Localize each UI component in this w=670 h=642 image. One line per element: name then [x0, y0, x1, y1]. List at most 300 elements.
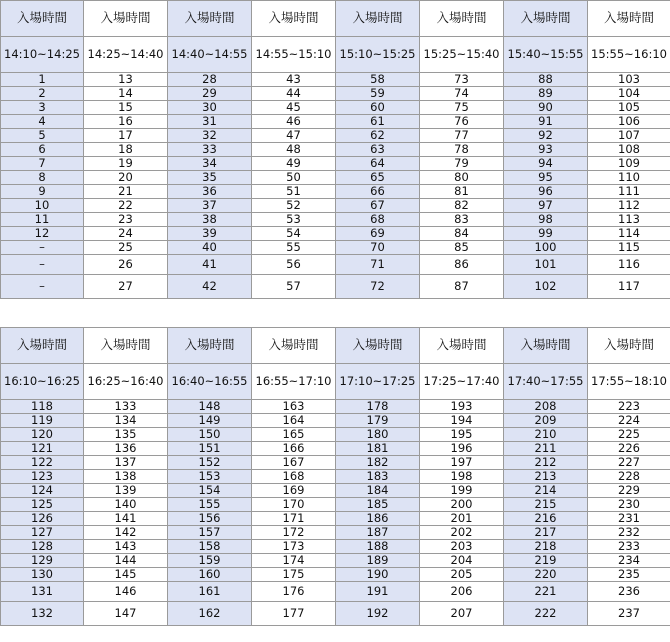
- number-cell: 46: [252, 115, 336, 129]
- number-cell: 119: [1, 414, 84, 428]
- number-cell: –: [1, 275, 84, 299]
- number-cell: 34: [168, 157, 252, 171]
- number-cell: 126: [1, 512, 84, 526]
- number-cell: 103: [588, 73, 670, 87]
- number-cell: 136: [84, 442, 168, 456]
- number-cell: 107: [588, 129, 670, 143]
- table-row: [1, 540, 670, 554]
- number-cell: 48: [252, 143, 336, 157]
- number-cell: 109: [588, 157, 670, 171]
- number-cell: 217: [504, 526, 588, 540]
- table-row: [1, 157, 670, 171]
- number-cell: 77: [420, 129, 504, 143]
- number-cell: 132: [1, 602, 84, 626]
- header-cell: 入場時間: [336, 328, 420, 364]
- number-cell: 164: [252, 414, 336, 428]
- time-slot-cell: 15:10~15:25: [336, 37, 420, 73]
- number-cell: 111: [588, 185, 670, 199]
- number-cell: 7: [1, 157, 84, 171]
- number-cell: 75: [420, 101, 504, 115]
- time-slot-cell: 15:25~15:40: [420, 37, 504, 73]
- number-cell: 60: [336, 101, 420, 115]
- number-cell: 22: [84, 199, 168, 213]
- number-cell: 97: [504, 199, 588, 213]
- table-row: [1, 185, 670, 199]
- number-cell: 218: [504, 540, 588, 554]
- number-cell: 12: [1, 227, 84, 241]
- header-cell: 入場時間: [504, 328, 588, 364]
- number-cell: 128: [1, 540, 84, 554]
- number-cell: 183: [336, 470, 420, 484]
- number-cell: 203: [420, 540, 504, 554]
- table-row: [1, 171, 670, 185]
- number-cell: 71: [336, 255, 420, 275]
- number-cell: 124: [1, 484, 84, 498]
- number-cell: 200: [420, 498, 504, 512]
- table-row: [1, 241, 670, 255]
- number-cell: 19: [84, 157, 168, 171]
- number-cell: 80: [420, 171, 504, 185]
- table-row: [1, 456, 670, 470]
- number-cell: 189: [336, 554, 420, 568]
- number-cell: 185: [336, 498, 420, 512]
- number-cell: 224: [588, 414, 670, 428]
- number-cell: 52: [252, 199, 336, 213]
- number-cell: 36: [168, 185, 252, 199]
- number-cell: 230: [588, 498, 670, 512]
- table-row: [1, 568, 670, 582]
- number-cell: 101: [504, 255, 588, 275]
- header-cell: 入場時間: [420, 328, 504, 364]
- number-cell: 198: [420, 470, 504, 484]
- number-cell: 112: [588, 199, 670, 213]
- table-row: [1, 470, 670, 484]
- time-slot-cell: 17:10~17:25: [336, 364, 420, 400]
- time-slot-row: [1, 364, 670, 400]
- number-cell: 232: [588, 526, 670, 540]
- number-cell: 11: [1, 213, 84, 227]
- number-cell: 190: [336, 568, 420, 582]
- number-cell: 118: [1, 400, 84, 414]
- number-cell: 146: [84, 582, 168, 602]
- number-cell: 179: [336, 414, 420, 428]
- number-cell: 162: [168, 602, 252, 626]
- number-cell: 110: [588, 171, 670, 185]
- number-cell: 195: [420, 428, 504, 442]
- number-cell: 61: [336, 115, 420, 129]
- number-cell: 201: [420, 512, 504, 526]
- number-cell: 174: [252, 554, 336, 568]
- number-cell: 54: [252, 227, 336, 241]
- number-cell: 44: [252, 87, 336, 101]
- number-cell: 151: [168, 442, 252, 456]
- number-cell: 171: [252, 512, 336, 526]
- number-cell: 65: [336, 171, 420, 185]
- number-cell: 127: [1, 526, 84, 540]
- number-cell: 202: [420, 526, 504, 540]
- number-cell: 93: [504, 143, 588, 157]
- table-row: [1, 129, 670, 143]
- number-cell: 182: [336, 456, 420, 470]
- number-cell: 15: [84, 101, 168, 115]
- number-cell: 176: [252, 582, 336, 602]
- number-cell: 16: [84, 115, 168, 129]
- header-cell: 入場時間: [168, 1, 252, 37]
- number-cell: 160: [168, 568, 252, 582]
- table-row: [1, 582, 670, 602]
- number-cell: 180: [336, 428, 420, 442]
- header-cell: 入場時間: [504, 1, 588, 37]
- number-cell: 90: [504, 101, 588, 115]
- number-cell: 115: [588, 241, 670, 255]
- number-cell: 49: [252, 157, 336, 171]
- number-cell: 173: [252, 540, 336, 554]
- time-slot-cell: 14:10~14:25: [1, 37, 84, 73]
- number-cell: 147: [84, 602, 168, 626]
- time-slot-cell: 16:55~17:10: [252, 364, 336, 400]
- number-cell: 24: [84, 227, 168, 241]
- number-cell: 73: [420, 73, 504, 87]
- table-row: [1, 554, 670, 568]
- number-cell: 106: [588, 115, 670, 129]
- number-cell: 41: [168, 255, 252, 275]
- number-cell: 20: [84, 171, 168, 185]
- number-cell: 227: [588, 456, 670, 470]
- number-cell: 8: [1, 171, 84, 185]
- number-cell: 137: [84, 456, 168, 470]
- number-cell: 58: [336, 73, 420, 87]
- number-cell: 228: [588, 470, 670, 484]
- number-cell: 155: [168, 498, 252, 512]
- time-slot-cell: 16:10~16:25: [1, 364, 84, 400]
- number-cell: 186: [336, 512, 420, 526]
- number-cell: 98: [504, 213, 588, 227]
- table-row: [1, 199, 670, 213]
- number-cell: 170: [252, 498, 336, 512]
- header-cell: 入場時間: [588, 328, 670, 364]
- number-cell: 56: [252, 255, 336, 275]
- table-row: [1, 255, 670, 275]
- table-row: [1, 73, 670, 87]
- number-cell: 144: [84, 554, 168, 568]
- number-cell: 39: [168, 227, 252, 241]
- number-cell: 235: [588, 568, 670, 582]
- number-cell: 1: [1, 73, 84, 87]
- number-cell: 95: [504, 171, 588, 185]
- number-cell: 89: [504, 87, 588, 101]
- number-cell: 133: [84, 400, 168, 414]
- number-cell: 104: [588, 87, 670, 101]
- number-cell: –: [1, 255, 84, 275]
- number-cell: 199: [420, 484, 504, 498]
- number-cell: 142: [84, 526, 168, 540]
- time-slot-cell: 16:40~16:55: [168, 364, 252, 400]
- number-cell: 169: [252, 484, 336, 498]
- number-cell: 3: [1, 101, 84, 115]
- number-cell: 6: [1, 143, 84, 157]
- number-cell: 18: [84, 143, 168, 157]
- table-row: [1, 428, 670, 442]
- time-slot-cell: 15:55~16:10: [588, 37, 670, 73]
- number-cell: 85: [420, 241, 504, 255]
- table-row: [1, 87, 670, 101]
- number-cell: 212: [504, 456, 588, 470]
- header-cell: 入場時間: [84, 328, 168, 364]
- number-cell: 94: [504, 157, 588, 171]
- number-cell: 42: [168, 275, 252, 299]
- number-cell: 9: [1, 185, 84, 199]
- number-cell: 100: [504, 241, 588, 255]
- header-cell: 入場時間: [1, 1, 84, 37]
- number-cell: 122: [1, 456, 84, 470]
- time-slot-cell: 17:40~17:55: [504, 364, 588, 400]
- number-cell: 211: [504, 442, 588, 456]
- number-cell: 226: [588, 442, 670, 456]
- header-cell: 入場時間: [588, 1, 670, 37]
- number-cell: 117: [588, 275, 670, 299]
- table-row: [1, 414, 670, 428]
- number-cell: 221: [504, 582, 588, 602]
- number-cell: 120: [1, 428, 84, 442]
- number-cell: 87: [420, 275, 504, 299]
- number-cell: 139: [84, 484, 168, 498]
- number-cell: 108: [588, 143, 670, 157]
- time-slot-row: [1, 37, 670, 73]
- number-cell: 27: [84, 275, 168, 299]
- number-cell: 53: [252, 213, 336, 227]
- number-cell: 86: [420, 255, 504, 275]
- number-cell: 153: [168, 470, 252, 484]
- number-cell: 229: [588, 484, 670, 498]
- time-slot-cell: 16:25~16:40: [84, 364, 168, 400]
- number-cell: 159: [168, 554, 252, 568]
- number-cell: 31: [168, 115, 252, 129]
- header-cell: 入場時間: [252, 328, 336, 364]
- number-cell: 66: [336, 185, 420, 199]
- number-cell: 43: [252, 73, 336, 87]
- number-cell: 166: [252, 442, 336, 456]
- table-row: [1, 442, 670, 456]
- number-cell: 141: [84, 512, 168, 526]
- number-cell: 213: [504, 470, 588, 484]
- number-cell: 82: [420, 199, 504, 213]
- number-cell: 219: [504, 554, 588, 568]
- table-row: [1, 526, 670, 540]
- number-cell: 4: [1, 115, 84, 129]
- number-cell: 92: [504, 129, 588, 143]
- number-cell: 72: [336, 275, 420, 299]
- number-cell: 32: [168, 129, 252, 143]
- number-cell: 96: [504, 185, 588, 199]
- number-cell: 70: [336, 241, 420, 255]
- number-cell: 121: [1, 442, 84, 456]
- number-cell: 17: [84, 129, 168, 143]
- number-cell: 131: [1, 582, 84, 602]
- number-cell: 158: [168, 540, 252, 554]
- number-cell: 191: [336, 582, 420, 602]
- number-cell: 222: [504, 602, 588, 626]
- number-cell: 68: [336, 213, 420, 227]
- number-cell: 187: [336, 526, 420, 540]
- number-cell: 181: [336, 442, 420, 456]
- number-cell: 74: [420, 87, 504, 101]
- number-cell: 123: [1, 470, 84, 484]
- number-cell: 130: [1, 568, 84, 582]
- number-cell: 116: [588, 255, 670, 275]
- number-cell: 223: [588, 400, 670, 414]
- time-slot-cell: 15:40~15:55: [504, 37, 588, 73]
- number-cell: 148: [168, 400, 252, 414]
- number-cell: 236: [588, 582, 670, 602]
- number-cell: 194: [420, 414, 504, 428]
- number-cell: 125: [1, 498, 84, 512]
- table-row: [1, 602, 670, 626]
- number-cell: 33: [168, 143, 252, 157]
- number-cell: 225: [588, 428, 670, 442]
- number-cell: 234: [588, 554, 670, 568]
- table-row: [1, 512, 670, 526]
- number-cell: 51: [252, 185, 336, 199]
- number-cell: 140: [84, 498, 168, 512]
- number-cell: 220: [504, 568, 588, 582]
- number-cell: 172: [252, 526, 336, 540]
- number-cell: 204: [420, 554, 504, 568]
- table-row: [1, 484, 670, 498]
- number-cell: 178: [336, 400, 420, 414]
- table-row: [1, 213, 670, 227]
- number-cell: 134: [84, 414, 168, 428]
- number-cell: 167: [252, 456, 336, 470]
- number-cell: 152: [168, 456, 252, 470]
- number-cell: 208: [504, 400, 588, 414]
- number-cell: 63: [336, 143, 420, 157]
- number-cell: 37: [168, 199, 252, 213]
- number-cell: 5: [1, 129, 84, 143]
- table-row: [1, 227, 670, 241]
- number-cell: 21: [84, 185, 168, 199]
- number-cell: 99: [504, 227, 588, 241]
- table-row: [1, 275, 670, 299]
- admission-table-afternoon: [0, 0, 670, 299]
- table-row: [1, 115, 670, 129]
- number-cell: 113: [588, 213, 670, 227]
- number-cell: 196: [420, 442, 504, 456]
- number-cell: –: [1, 241, 84, 255]
- number-cell: 38: [168, 213, 252, 227]
- number-cell: 231: [588, 512, 670, 526]
- number-cell: 216: [504, 512, 588, 526]
- number-cell: 175: [252, 568, 336, 582]
- number-cell: 55: [252, 241, 336, 255]
- number-cell: 50: [252, 171, 336, 185]
- number-cell: 207: [420, 602, 504, 626]
- header-cell: 入場時間: [252, 1, 336, 37]
- number-cell: 59: [336, 87, 420, 101]
- number-cell: 29: [168, 87, 252, 101]
- number-cell: 197: [420, 456, 504, 470]
- number-cell: 102: [504, 275, 588, 299]
- number-cell: 35: [168, 171, 252, 185]
- number-cell: 79: [420, 157, 504, 171]
- header-row: [1, 1, 670, 37]
- number-cell: 135: [84, 428, 168, 442]
- number-cell: 214: [504, 484, 588, 498]
- number-cell: 105: [588, 101, 670, 115]
- number-cell: 30: [168, 101, 252, 115]
- time-slot-cell: 14:55~15:10: [252, 37, 336, 73]
- table-row: [1, 498, 670, 512]
- number-cell: 154: [168, 484, 252, 498]
- number-cell: 138: [84, 470, 168, 484]
- number-cell: 91: [504, 115, 588, 129]
- number-cell: 26: [84, 255, 168, 275]
- header-cell: 入場時間: [420, 1, 504, 37]
- number-cell: 62: [336, 129, 420, 143]
- table-row: [1, 400, 670, 414]
- number-cell: 78: [420, 143, 504, 157]
- number-cell: 206: [420, 582, 504, 602]
- number-cell: 57: [252, 275, 336, 299]
- number-cell: 143: [84, 540, 168, 554]
- number-cell: 210: [504, 428, 588, 442]
- number-cell: 215: [504, 498, 588, 512]
- number-cell: 2: [1, 87, 84, 101]
- number-cell: 10: [1, 199, 84, 213]
- header-row: [1, 328, 670, 364]
- number-cell: 149: [168, 414, 252, 428]
- number-cell: 156: [168, 512, 252, 526]
- number-cell: 114: [588, 227, 670, 241]
- number-cell: 163: [252, 400, 336, 414]
- number-cell: 165: [252, 428, 336, 442]
- number-cell: 14: [84, 87, 168, 101]
- number-cell: 188: [336, 540, 420, 554]
- number-cell: 25: [84, 241, 168, 255]
- number-cell: 23: [84, 213, 168, 227]
- header-cell: 入場時間: [168, 328, 252, 364]
- number-cell: 157: [168, 526, 252, 540]
- number-cell: 84: [420, 227, 504, 241]
- number-cell: 193: [420, 400, 504, 414]
- header-cell: 入場時間: [1, 328, 84, 364]
- header-cell: 入場時間: [84, 1, 168, 37]
- number-cell: 76: [420, 115, 504, 129]
- number-cell: 209: [504, 414, 588, 428]
- number-cell: 83: [420, 213, 504, 227]
- number-cell: 45: [252, 101, 336, 115]
- number-cell: 237: [588, 602, 670, 626]
- number-cell: 81: [420, 185, 504, 199]
- number-cell: 177: [252, 602, 336, 626]
- number-cell: 13: [84, 73, 168, 87]
- time-slot-cell: 14:25~14:40: [84, 37, 168, 73]
- time-slot-cell: 17:25~17:40: [420, 364, 504, 400]
- table-row: [1, 101, 670, 115]
- number-cell: 184: [336, 484, 420, 498]
- number-cell: 64: [336, 157, 420, 171]
- header-cell: 入場時間: [336, 1, 420, 37]
- time-slot-cell: 17:55~18:10: [588, 364, 670, 400]
- number-cell: 233: [588, 540, 670, 554]
- admission-table-evening: [0, 327, 670, 626]
- number-cell: 40: [168, 241, 252, 255]
- number-cell: 205: [420, 568, 504, 582]
- number-cell: 47: [252, 129, 336, 143]
- number-cell: 88: [504, 73, 588, 87]
- number-cell: 145: [84, 568, 168, 582]
- number-cell: 69: [336, 227, 420, 241]
- number-cell: 161: [168, 582, 252, 602]
